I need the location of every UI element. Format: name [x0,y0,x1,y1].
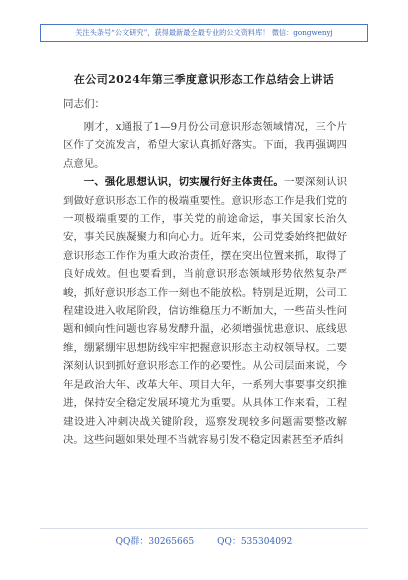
salutation: 同志们： [63,98,105,110]
document-body [63,118,347,449]
section-1-body: 一要深刻认识到做好意识形态工作的极端重要性。意识形态工作是我们党的一项极端重要的工作，事关党的前途命运，事关国家长治久安，事关民族凝聚力和向心力。近年来，公司党委始终把做好意识形态工作作为重大政治责任，摆在突出位置来抓，取得了良好成效。但也要看到，当前意识形态领域形势依然复杂严峻，抓好意识形态工作一刻也不能放松。特别是近期，公司工程建设进入收尾阶段，信访维稳压力不断加大，一些苗头性问题和倾向性问题也容易发酵升温，必须增强忧患意识、底线思维，绷紧绷牢思想防线牢牢把握意识形态主动权领导权。二要深刻认识到抓好意识形态工作的必要性。从公司层面来说，今年是政治大年、改革大年、项目大年，一系列大事要事交织推进，保持安全稳定发展环境尤为重要。从具体工作来看，工程建设进入冲刺决战关键阶段，巡察发现较多问题需要整改解决。这些问题如果处理不当就容易引发不稳定因素甚至矛盾纠 [63,176,348,446]
footer-qq-number: QQ：535304092 [217,537,293,547]
document-title: 在公司2024年第三季度意识形态工作总结会上讲话 [73,73,335,86]
promo-banner-text: 关注头条号“公文研究”，获得最新最全最专业的公文资料库！ 微信：gongwenyj [75,28,333,37]
footer-divider [40,528,368,529]
promo-banner [40,24,368,42]
section-1-paragraph [63,173,347,449]
footer-qq-group: QQ群：30265665 [115,537,195,547]
section-1-heading: 一、强化思想认识，切实履行好主体责任。 [83,176,284,189]
intro-paragraph: 刚才，x通报了1—9月份公司意识形态领域情况，三个片区作了交流发言，希望大家认真抓好落实。下面，我再强调四点意见。 [63,121,347,170]
footer-contacts [0,534,408,547]
